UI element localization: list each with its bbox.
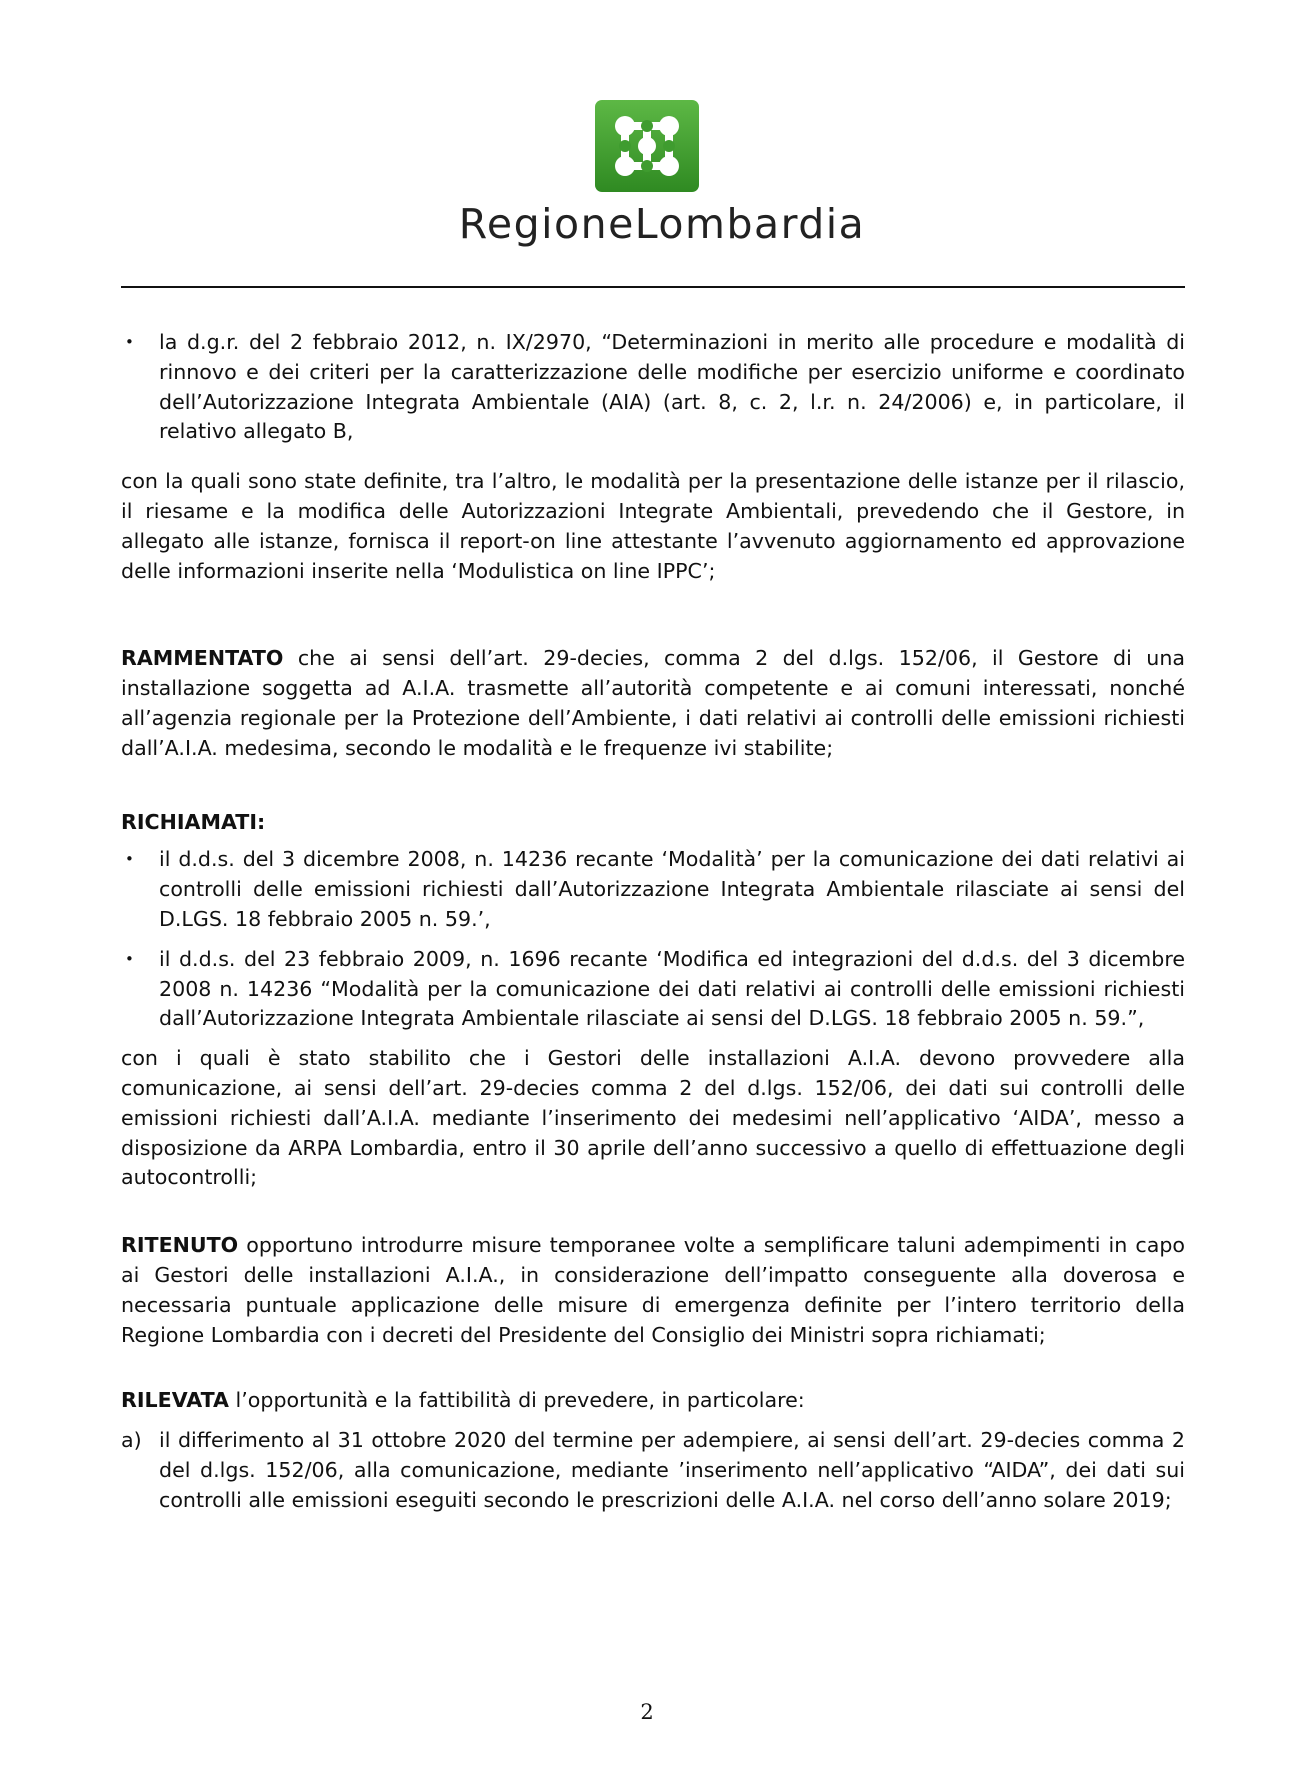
paragraph-rammentato [121, 644, 1185, 763]
bullet-dgr-2970: la d.g.r. del 2 febbraio 2012, n. IX/2970, “Determinazioni in merito alle procedure e modalità di rinnovo e dei criteri per la caratterizzazione delle modifiche per esercizio uniforme e coordinato dell’Autorizzazione Integrata Ambientale (AIA) (art. 8, c. 2, l.r. n. 24/2006) e, in particolare, il relativo allegato B, [159, 330, 1185, 444]
keyword-rilevata: RILEVATA [121, 1388, 229, 1413]
bullet-dds-1696: il d.d.s. del 23 febbraio 2009, n. 1696 recante ‘Modifica ed integrazioni del d.d.s. del 3 dicembre 2008 n. 14236 “Modalità per la comunicazione dei dati relativi ai controlli delle emissioni richiesti dall’Autorizzazione Integrata Ambientale rilasciate ai sensi del D.LGS. 18 febbraio 2005 n. 59.”, [159, 946, 1185, 1031]
keyword-ritenuto: RITENUTO [121, 1233, 239, 1258]
keyword-rammentato: RAMMENTATO [121, 646, 284, 671]
list-item [121, 1426, 1185, 1515]
page-number: 2 [640, 1700, 654, 1724]
rosa-camuna-icon [595, 100, 699, 192]
item-a-text: il differimento al 31 ottobre 2020 del termine per adempiere, ai sensi dell’art. 29-decies comma 2 del d.lgs. 152/06, alla comunicazione, mediante ’inserimento nell’applicativo “AIDA”, dei dati sui controlli alle emissioni eseguiti secondo le prescrizioni delle A.I.A. nel corso dell’anno solare 2019; [159, 1428, 1185, 1512]
paragraph-con-i-quali: con i quali è stato stabilito che i Gestori delle installazioni A.I.A. devono provvedere alla comunicazione, ai sensi dell’art. 29-decies comma 2 del d.lgs. 152/06, dei dati sui controlli delle emissioni richiesti dall’A.I.A. mediante l’inserimento dei medesimi nell’applicativo ‘AIDA’, messo a disposizione da ARPA Lombardia, entro il 30 aprile dell’anno successivo a quello di effettuazione degli autocontrolli; [121, 1046, 1185, 1190]
ritenuto-text: opportuno introdurre misure temporanee volte a semplificare taluni adempimenti in capo ai Gestori delle installazioni A.I.A., in considerazione dell’impatto conseguente alla doverosa e necessaria puntuale applicazione delle misure di emergenza definite per l’intero territorio della Regione Lombardia con i decreti del Presidente del Consiglio dei Ministri sopra richiamati; [121, 1233, 1185, 1347]
paragraph-con-la-quali: con la quali sono state definite, tra l’altro, le modalità per la presentazione delle istanze per il rilascio, il riesame e la modifica delle Autorizzazioni Integrate Ambientali, prevedendo che il Gestore, in allegato alle istanze, fornisca il report-on line attestante l’avvenuto aggiornamento ed approvazione delle informazioni inserite nella ‘Modulistica on line IPPC’; [121, 469, 1185, 583]
header-divider [121, 286, 1185, 288]
list-item [121, 845, 1185, 934]
bullet-marker: • [125, 850, 134, 869]
bullet-marker: • [125, 333, 134, 351]
heading-richiamati [121, 808, 1185, 838]
list-item [121, 328, 1185, 447]
paragraph-ritenuto [121, 1231, 1185, 1350]
paragraph-rilevata [121, 1386, 1185, 1416]
rilevata-text: l’opportunità e la fattibilità di prevedere, in particolare: [228, 1388, 805, 1413]
logo-wordmark: RegioneLombardia [458, 200, 866, 248]
rammentato-text: che ai sensi dell’art. 29-decies, comma 2 del d.lgs. 152/06, il Gestore di una installazione soggetta ad A.I.A. trasmette all’autorità competente e ai comuni interessati, nonché all’agenzia regionale per la Protezione dell’Ambiente, i dati relativi ai controlli delle emissioni richiesti dall’A.I.A. medesima, secondo le modalità e le frequenze ivi stabilite; [121, 646, 1185, 760]
list-item [121, 945, 1185, 1034]
bullet-dds-14236: il d.d.s. del 3 dicembre 2008, n. 14236 recante ‘Modalità’ per la comunicazione dei dati relativi ai controlli delle emissioni richiesti dall’Autorizzazione Integrata Ambientale rilasciate ai sensi del D.LGS. 18 febbraio 2005 n. 59.’, [159, 847, 1185, 931]
keyword-richiamati: RICHIAMATI: [121, 809, 266, 834]
bullet-marker: • [125, 949, 134, 968]
regione-lombardia-logo [0, 100, 1294, 248]
item-label-a: a) [121, 1428, 142, 1453]
document-body [121, 328, 1185, 1516]
